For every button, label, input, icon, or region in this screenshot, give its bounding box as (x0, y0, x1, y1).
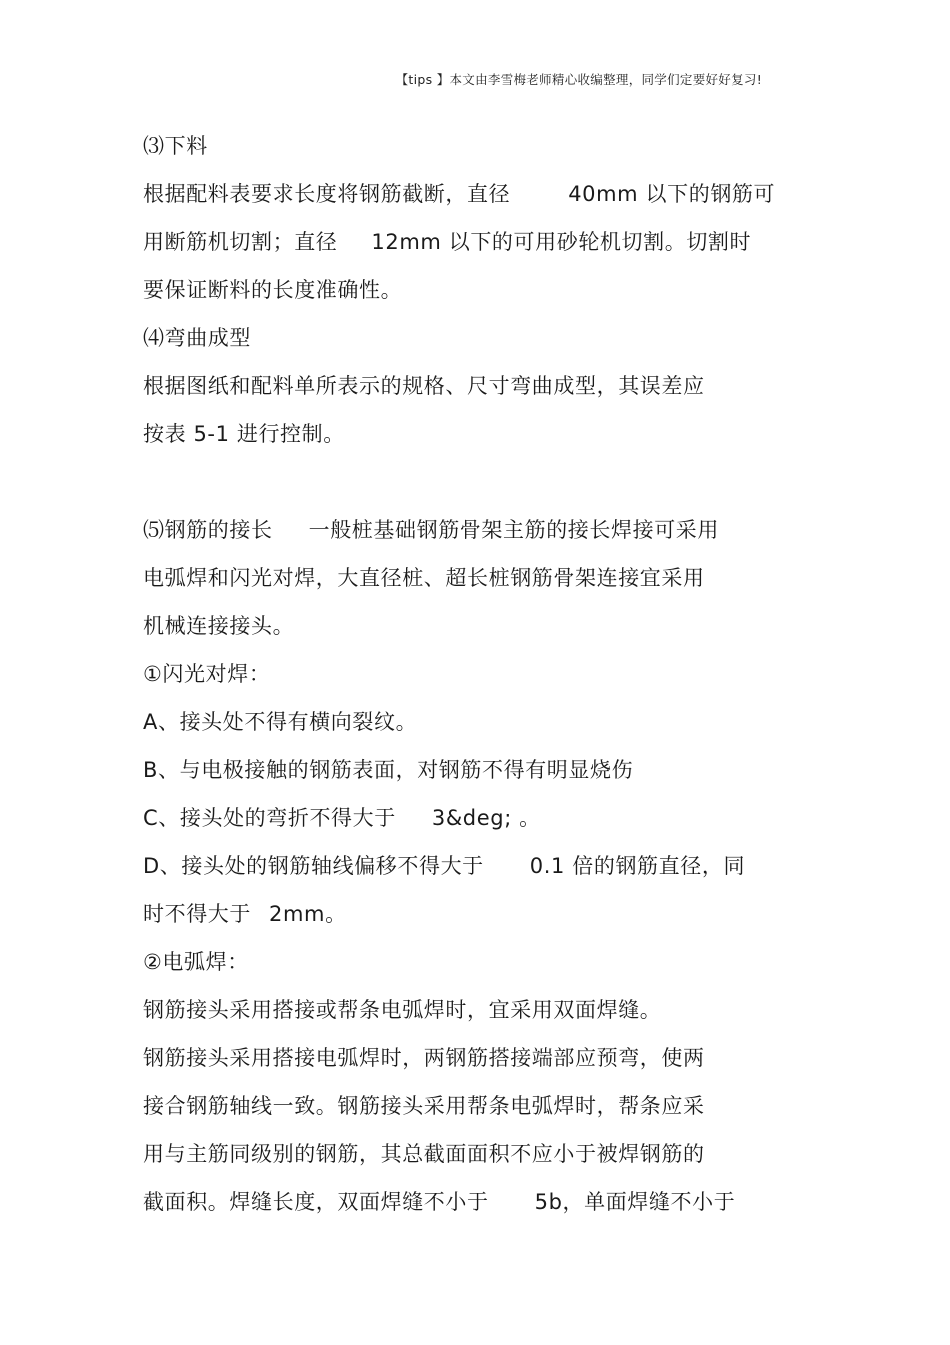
section-heading-bending: ⑷弯曲成型 (143, 326, 251, 350)
text-segment: 5b，单面焊缝不小于 (534, 1190, 736, 1214)
subheading-flash-butt-welding: ①闪光对焊： (143, 662, 271, 686)
list-item: A、接头处不得有横向裂纹。 (143, 710, 418, 734)
list-item (143, 853, 745, 879)
text-line: 钢筋接头采用搭接或帮条电弧焊时，宜采用双面焊缝。 (143, 998, 662, 1022)
text-line: 按表 5-1 进行控制。 (143, 422, 345, 446)
text-segment: 2mm。 (269, 902, 347, 926)
text-segment: 截面积。焊缝长度，双面焊缝不小于 (143, 1190, 489, 1214)
text-line (143, 901, 347, 927)
text-line: 钢筋接头采用搭接电弧焊时，两钢筋搭接端部应预弯，使两 (143, 1046, 705, 1070)
text-segment: 40mm 以下的钢筋可 (568, 182, 776, 206)
text-line (143, 229, 751, 255)
text-line: 要保证断料的长度准确性。 (143, 278, 403, 302)
text-line: 机械连接接头。 (143, 614, 295, 638)
text-segment: 根据配料表要求长度将钢筋截断，直径 (143, 182, 511, 206)
text-segment: ⑸钢筋的接长 (143, 518, 273, 542)
text-line: 用与主筋同级别的钢筋，其总截面面积不应小于被焊钢筋的 (143, 1142, 705, 1166)
text-segment: 用断筋机切割；直径 (143, 230, 338, 254)
text-line: 接合钢筋轴线一致。钢筋接头采用帮条电弧焊时，帮条应采 (143, 1094, 705, 1118)
text-line (143, 181, 775, 207)
section-heading-splicing (143, 517, 719, 543)
text-segment: 一般桩基础钢筋骨架主筋的接长焊接可采用 (308, 518, 720, 542)
text-line: 根据图纸和配料单所表示的规格、尺寸弯曲成型，其误差应 (143, 374, 705, 398)
text-segment: C、接头处的弯折不得大于 (143, 806, 396, 830)
text-segment: D、接头处的钢筋轴线偏移不得大于 (143, 854, 484, 878)
list-item (143, 805, 541, 831)
subheading-arc-welding: ②电弧焊： (143, 950, 249, 974)
text-line: 电弧焊和闪光对焊，大直径桩、超长桩钢筋骨架连接宜采用 (143, 566, 705, 590)
text-segment: 3&deg; 。 (431, 806, 541, 830)
text-segment: 0.1 倍的钢筋直径，同 (529, 854, 746, 878)
list-item: B、与电极接触的钢筋表面，对钢筋不得有明显烧伤 (143, 758, 634, 782)
section-heading-cutting: ⑶下料 (143, 134, 208, 158)
text-segment: 时不得大于 (143, 902, 251, 926)
header-tips-note: 【tips 】本文由李雪梅老师精心收编整理，同学们定要好好复习! (395, 72, 762, 87)
text-line (143, 1189, 735, 1215)
text-segment: 12mm 以下的可用砂轮机切割。切割时 (371, 230, 752, 254)
